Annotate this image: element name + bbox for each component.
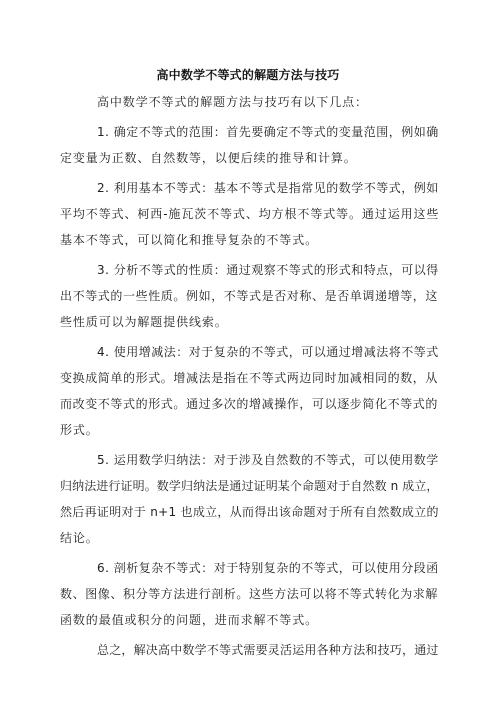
paragraph-line: 归纳法进行证明。数学归纳法是通过证明某个命题对于自然数 n 成立，	[60, 479, 439, 493]
paragraph-line: 定变量为正数、自然数等，以便后续的推导和计算。	[60, 151, 357, 165]
paragraph-line: 总之，解决高中数学不等式需要灵活运用各种方法和技巧，通过	[97, 643, 439, 657]
paragraph-line: 些性质可以为解题提供线索。	[60, 315, 228, 329]
document-title: 高中数学不等式的解题方法与技巧	[156, 68, 340, 82]
paragraph-line: 3. 分析不等式的性质：通过观察不等式的形式和特点，可以得	[97, 263, 439, 277]
paragraph-line: 平均不等式、柯西-施瓦茨不等式、均方根不等式等。通过运用这些	[60, 207, 440, 221]
paragraph-line: 然后再证明对于 n+1 也成立，从而得出该命题对于所有自然数成立的	[60, 505, 439, 519]
paragraph-line: 2. 利用基本不等式：基本不等式是指常见的数学不等式，例如	[97, 181, 439, 195]
paragraph-line: 变换成简单的形式。增减法是指在不等式两边同时加减相同的数，从	[60, 371, 439, 385]
paragraph-line: 5. 运用数学归纳法：对于涉及自然数的不等式，可以使用数学	[97, 453, 439, 467]
paragraph-line: 而改变不等式的形式。通过多次的增减操作，可以逐步简化不等式的	[60, 397, 439, 411]
paragraph-line: 6. 剖析复杂不等式：对于特别复杂的不等式，可以使用分段函	[97, 561, 439, 575]
paragraph-line: 形式。	[60, 423, 99, 437]
paragraph-line: 高中数学不等式的解题方法与技巧有以下几点：	[97, 95, 368, 109]
paragraph-line: 4. 使用增减法：对于复杂的不等式，可以通过增减法将不等式	[97, 345, 439, 359]
paragraph-line: 基本不等式，可以简化和推导复杂的不等式。	[60, 233, 319, 247]
paragraph-line: 出不等式的一些性质。例如，不等式是否对称、是否单调递增等，这	[60, 289, 439, 303]
paragraph-line: 函数的最值或积分的问题，进而求解不等式。	[60, 613, 319, 627]
paragraph-line: 数、图像、积分等方法进行剖析。这些方法可以将不等式转化为求解	[60, 587, 439, 601]
paragraph-line: 结论。	[60, 531, 99, 545]
paragraph-line: 1. 确定不等式的范围：首先要确定不等式的变量范围，例如确	[97, 125, 439, 139]
